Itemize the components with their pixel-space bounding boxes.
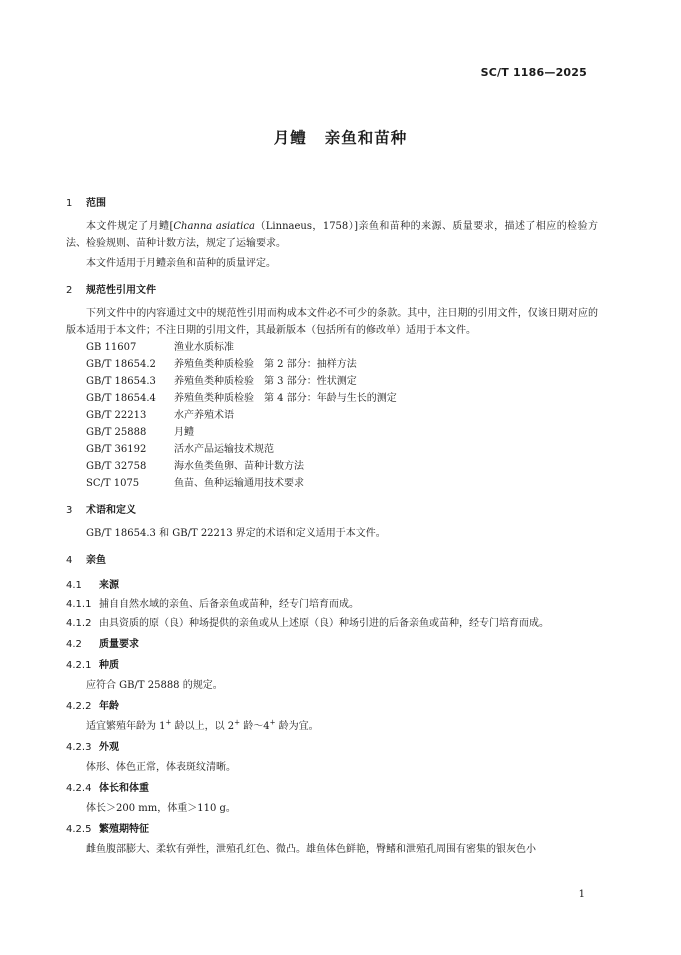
ref-name: 养殖鱼类种质检验 第 4 部分：年龄与生长的测定 (174, 393, 397, 404)
subsection-title: 来源 (99, 580, 119, 591)
superscript: + (165, 718, 172, 727)
subsection-heading (66, 821, 598, 838)
subsection-title: 年龄 (99, 701, 119, 712)
ref-name: 月鳢 (174, 427, 194, 438)
subsection-heading (66, 657, 598, 674)
ref-name: 海水鱼类鱼卵、苗种计数方法 (174, 461, 304, 472)
document-body (66, 195, 598, 858)
ref-code: GB/T 18654.2 (86, 359, 156, 370)
section-title: 亲鱼 (86, 555, 106, 566)
text: 龄以上，以 2 (171, 721, 235, 732)
subsection-heading (66, 577, 598, 594)
ref-name: 鱼苗、鱼种运输通用技术要求 (174, 478, 304, 489)
subsection-heading (66, 780, 598, 797)
superscript: + (234, 718, 241, 727)
subsection-heading (66, 636, 598, 653)
section-heading (66, 502, 598, 519)
subsection-number: 4.2.5 (66, 824, 92, 835)
subsection-heading (66, 698, 598, 715)
section-number: 2 (66, 285, 73, 296)
subsection-title: 体长和体重 (99, 783, 149, 794)
clause-text: 捕自自然水域的亲鱼、后备亲鱼或苗种，经专门培育而成。 (99, 599, 359, 610)
clause-number: 4.1.2 (66, 618, 92, 629)
ref-code: GB/T 18654.3 (86, 376, 156, 387)
ref-name: 养殖鱼类种质检验 第 2 部分：抽样方法 (174, 359, 357, 370)
title-part-2: 亲鱼和苗种 (324, 129, 408, 147)
section-heading (66, 195, 598, 212)
subsection-number: 4.2.1 (66, 660, 92, 671)
paragraph: 应符合 GB/T 25888 的规定。 (86, 680, 223, 691)
paragraph (66, 718, 598, 735)
subsection-title: 繁殖期特征 (99, 824, 149, 835)
numbered-paragraph (66, 615, 598, 632)
clause-number: 4.1.1 (66, 599, 92, 610)
reference-item (66, 475, 598, 492)
subsection-number: 4.2.2 (66, 701, 92, 712)
section-number: 4 (66, 555, 73, 566)
paragraph: 下列文件中的内容通过文中的规范性引用而构成本文件必不可少的条款。其中，注日期的引用文件，仅该日期对应的版本适用于本文件；不注日期的引用文件，其最新版本（包括所有的修改单）适用于本文件。 (66, 308, 598, 336)
section-title: 规范性引用文件 (86, 285, 156, 296)
text: 本文件规定了月鳢[ (86, 221, 174, 232)
reference-item (66, 424, 598, 441)
paragraph: 体长＞200 mm，体重＞110 g。 (86, 803, 236, 814)
clause-text: 由具资质的原（良）种场提供的亲鱼或从上述原（良）种场引进的后备亲鱼或苗种，经专门培育而成。 (99, 618, 549, 629)
subsection-title: 外观 (99, 742, 119, 753)
paragraph: GB/T 18654.3 和 GB/T 22213 界定的术语和定义适用于本文件。 (86, 528, 386, 539)
ref-code: GB/T 22213 (86, 410, 147, 421)
reference-item (66, 458, 598, 475)
ref-code: GB/T 18654.4 (86, 393, 156, 404)
paragraph: 雌鱼腹部膨大、柔软有弹性，泄殖孔红色、微凸。雄鱼体色鲜艳，臀鳍和泄殖孔周围有密集的银灰色小 (86, 844, 536, 855)
section-heading (66, 282, 598, 299)
section-number: 1 (66, 198, 73, 209)
standard-code: SC/T 1186—2025 (480, 66, 587, 79)
subsection-heading (66, 739, 598, 756)
ref-code: GB/T 32758 (86, 461, 147, 472)
paragraph: 本文件适用于月鳢亲鱼和苗种的质量评定。 (86, 258, 276, 269)
document-title (0, 126, 681, 148)
ref-code: GB 11607 (86, 342, 137, 353)
text: （Linnaeus，1758）]亲鱼和苗种的来源、质量要求，描述了相应的检验方法、检验规则、苗种计数方法，规定了运输要求。 (66, 221, 599, 249)
subsection-number: 4.2.4 (66, 783, 92, 794)
ref-code: GB/T 36192 (86, 444, 147, 455)
ref-name: 渔业水质标准 (174, 342, 234, 353)
reference-item (66, 407, 598, 424)
reference-item (66, 390, 598, 407)
text: 龄为宜。 (275, 721, 319, 732)
subsection-title: 质量要求 (99, 639, 139, 650)
subsection-number: 4.1 (66, 580, 82, 591)
section-heading (66, 552, 598, 569)
reference-item (66, 356, 598, 373)
title-part-1: 月鳢 (273, 129, 307, 147)
ref-name: 水产养殖术语 (174, 410, 234, 421)
section-number: 3 (66, 505, 73, 516)
reference-item (66, 441, 598, 458)
subsection-title: 种质 (99, 660, 119, 671)
text: 龄～4 (240, 721, 270, 732)
paragraph (66, 218, 598, 252)
paragraph: 体形、体色正常，体表斑纹清晰。 (86, 762, 236, 773)
text: 适宜繁殖年龄为 1 (86, 721, 166, 732)
reference-item (66, 373, 598, 390)
subsection-number: 4.2.3 (66, 742, 92, 753)
latin-name: Channa asiatica (173, 221, 255, 232)
subsection-number: 4.2 (66, 639, 82, 650)
ref-code: SC/T 1075 (86, 478, 140, 489)
ref-code: GB/T 25888 (86, 427, 147, 438)
superscript: + (269, 718, 276, 727)
section-title: 范围 (86, 198, 106, 209)
section-title: 术语和定义 (86, 505, 136, 516)
page-number: 1 (578, 889, 585, 900)
ref-name: 养殖鱼类种质检验 第 3 部分：性状测定 (174, 376, 357, 387)
reference-item (66, 339, 598, 356)
ref-name: 活水产品运输技术规范 (174, 444, 274, 455)
numbered-paragraph (66, 596, 598, 613)
